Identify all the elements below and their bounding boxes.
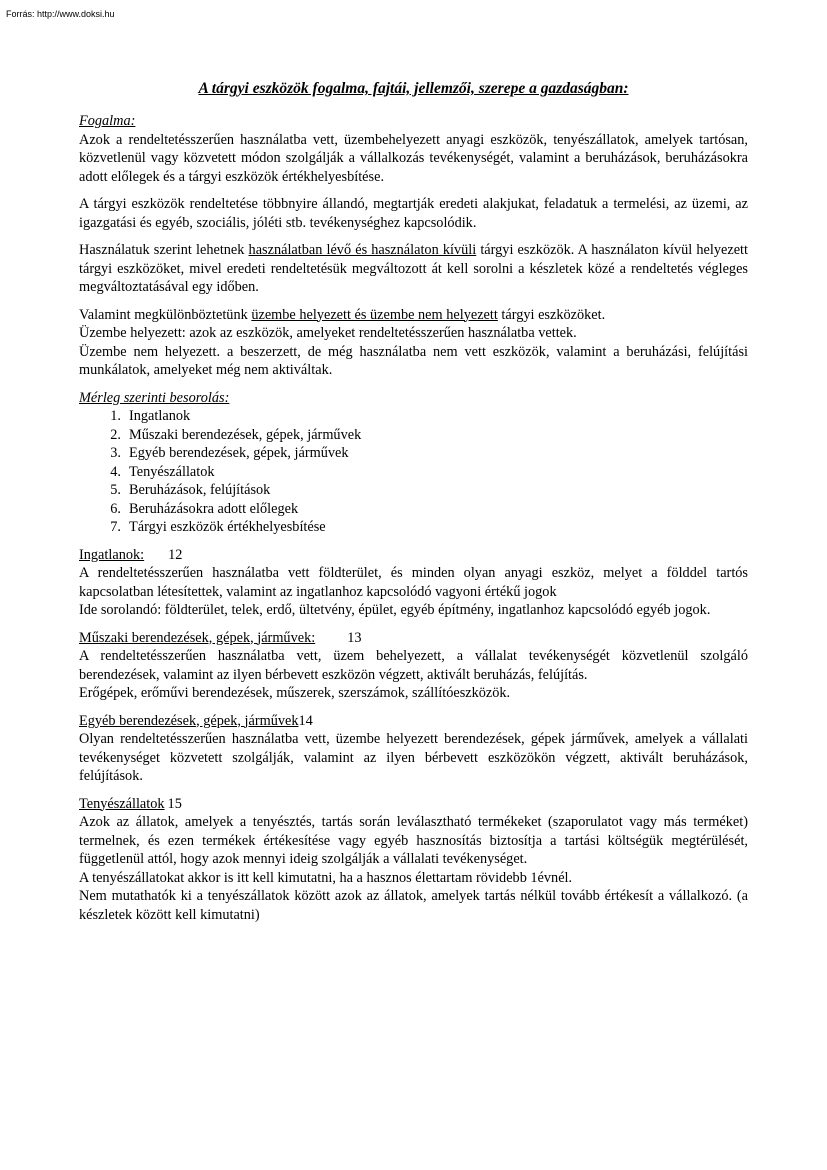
ingatlanok-text: A rendeltetésszerűen használatba vett földterület, és minden olyan anyagi eszköz, melyet a földdel tartós kapcsolatban létesítettek, valamint az ingatlanhoz kapcsolódó vagyoni értékű jogok: [79, 565, 748, 600]
tenyesz-text2: A tenyészállatokat akkor is itt kell kimutatni, ha a hasznos élettartam rövidebb 1évnél.: [79, 869, 573, 886]
list-item: 4. Tenyészállatok: [110, 463, 215, 480]
ingatlanok-text2: Ide sorolandó: földterület, telek, erdő, ültetvény, épület, egyéb építmény, ingatlanhoz kapcsolódó egyéb jogok.: [79, 602, 711, 618]
muszaki-text2: Erőgépek, erőművi berendezések, műszerek, szerszámok, szállítóeszközök.: [79, 685, 511, 701]
hasznalat-paragraph: Használatuk szerint lehetnek használatban lévő és használaton kívüli tárgyi eszközök. A használaton kívül helyezett tárgyi eszközöket, mivel eredeti rendeltetésük megváltozott át kell sorolni a készletek közé a rendeltetés végleges megváltoztatásával egy időben.: [79, 242, 748, 295]
list-item: 1. Ingatlanok: [110, 408, 191, 424]
list-item: 5. Beruházások, felújítások: [110, 482, 271, 498]
muszaki-text: A rendeltetésszerűen használatba vett, üzem behelyezett, a vállalat tevékenységét közvetlenül szolgáló berendezések, valamint az ilyen bérbevett eszközön végzett, aktivált beruházás, felújítás.: [79, 648, 748, 683]
source-label: Forrás: http://www.doksi.hu: [6, 9, 115, 19]
list-item: 2. Műszaki berendezések, gépek, járművek: [110, 426, 362, 443]
fogalma-heading: Fogalma:: [79, 113, 136, 129]
merleg-list: [79, 407, 748, 537]
uzembe-nem-helyezett-line: Üzembe nem helyezett. a beszerzett, de még használatba nem vett eszközök, valamint a beruházási, felújítási munkálatok, amelyeket még nem aktiváltak.: [79, 343, 748, 378]
tenyesz-text: Azok az állatok, amelyek a tenyésztés, tartás során leválasztható termékeket (szaporulatot vagy más terméket) termelnek, és ezen termékek értékesítése vagy egyéb hasznosítás biztosítja a tartási költségük megtérülését, függetlenül attól, hogy azok mennyi ideig szolgálják a vállalati tevékenységet.: [79, 814, 748, 867]
tenyesz-text3: Nem mutathatók ki a tenyészállatok között azok az állatok, amelyek tartás nélkül tovább értékesít a vállalkozó. (a készletek között kell kimutatni): [79, 888, 748, 923]
uzembe-helyezett-line: Üzembe helyezett: azok az eszközök, amelyeket rendeltetésszerűen használatba vettek.: [79, 325, 577, 341]
list-item: 6. Beruházásokra adott előlegek: [110, 500, 299, 517]
muszaki-heading: Műszaki berendezések, gépek, járművek: 13: [79, 629, 362, 646]
document-page: [79, 79, 748, 924]
egyeb-text: Olyan rendeltetésszerűen használatba vett, üzembe helyezett berendezések, gépek járművek, amelyek a vállalati tevékenységet közvetett szolgálják, valamint az ilyen bérbevett eszközökön végzett, aktivált beruházások, felújítások.: [79, 731, 748, 784]
uzembe-paragraph: Valamint megkülönböztetünk üzembe helyezett és üzembe nem helyezett tárgyi eszközöket.: [79, 306, 606, 323]
document-title: A tárgyi eszközök fogalma, fajtái, jellemzői, szerepe a gazdaságban:: [198, 80, 629, 97]
egyeb-heading: Egyéb berendezések, gépek, járművek14: [79, 712, 313, 729]
tenyesz-heading: Tenyészállatok 15: [79, 795, 182, 812]
list-item: 3. Egyéb berendezések, gépek, járművek: [110, 445, 349, 461]
fogalma-text: Azok a rendeltetésszerűen használatba vett, üzembehelyezett anyagi eszközök, tenyészállatok, amelyek tartósan, közvetlenül vagy közvetett módon szolgálják a vállalkozás tevékenységét, valamint a beruházások, beruházásokra adott előlegek és a tárgyi eszközök értékhelyesbítése.: [79, 131, 748, 185]
list-item: 7. Tárgyi eszközök értékhelyesbítése: [110, 519, 326, 535]
ingatlanok-heading: Ingatlanok: 12: [79, 546, 183, 563]
rendeltetes-paragraph: A tárgyi eszközök rendeltetése többnyire állandó, megtartják eredeti alakjukat, feladatuk a termelési, az üzemi, az igazgatási és egyéb, szociális, jóléti stb. tevékenységhez kapcsolódik.: [79, 196, 748, 231]
merleg-heading: Mérleg szerinti besorolás:: [79, 389, 230, 406]
